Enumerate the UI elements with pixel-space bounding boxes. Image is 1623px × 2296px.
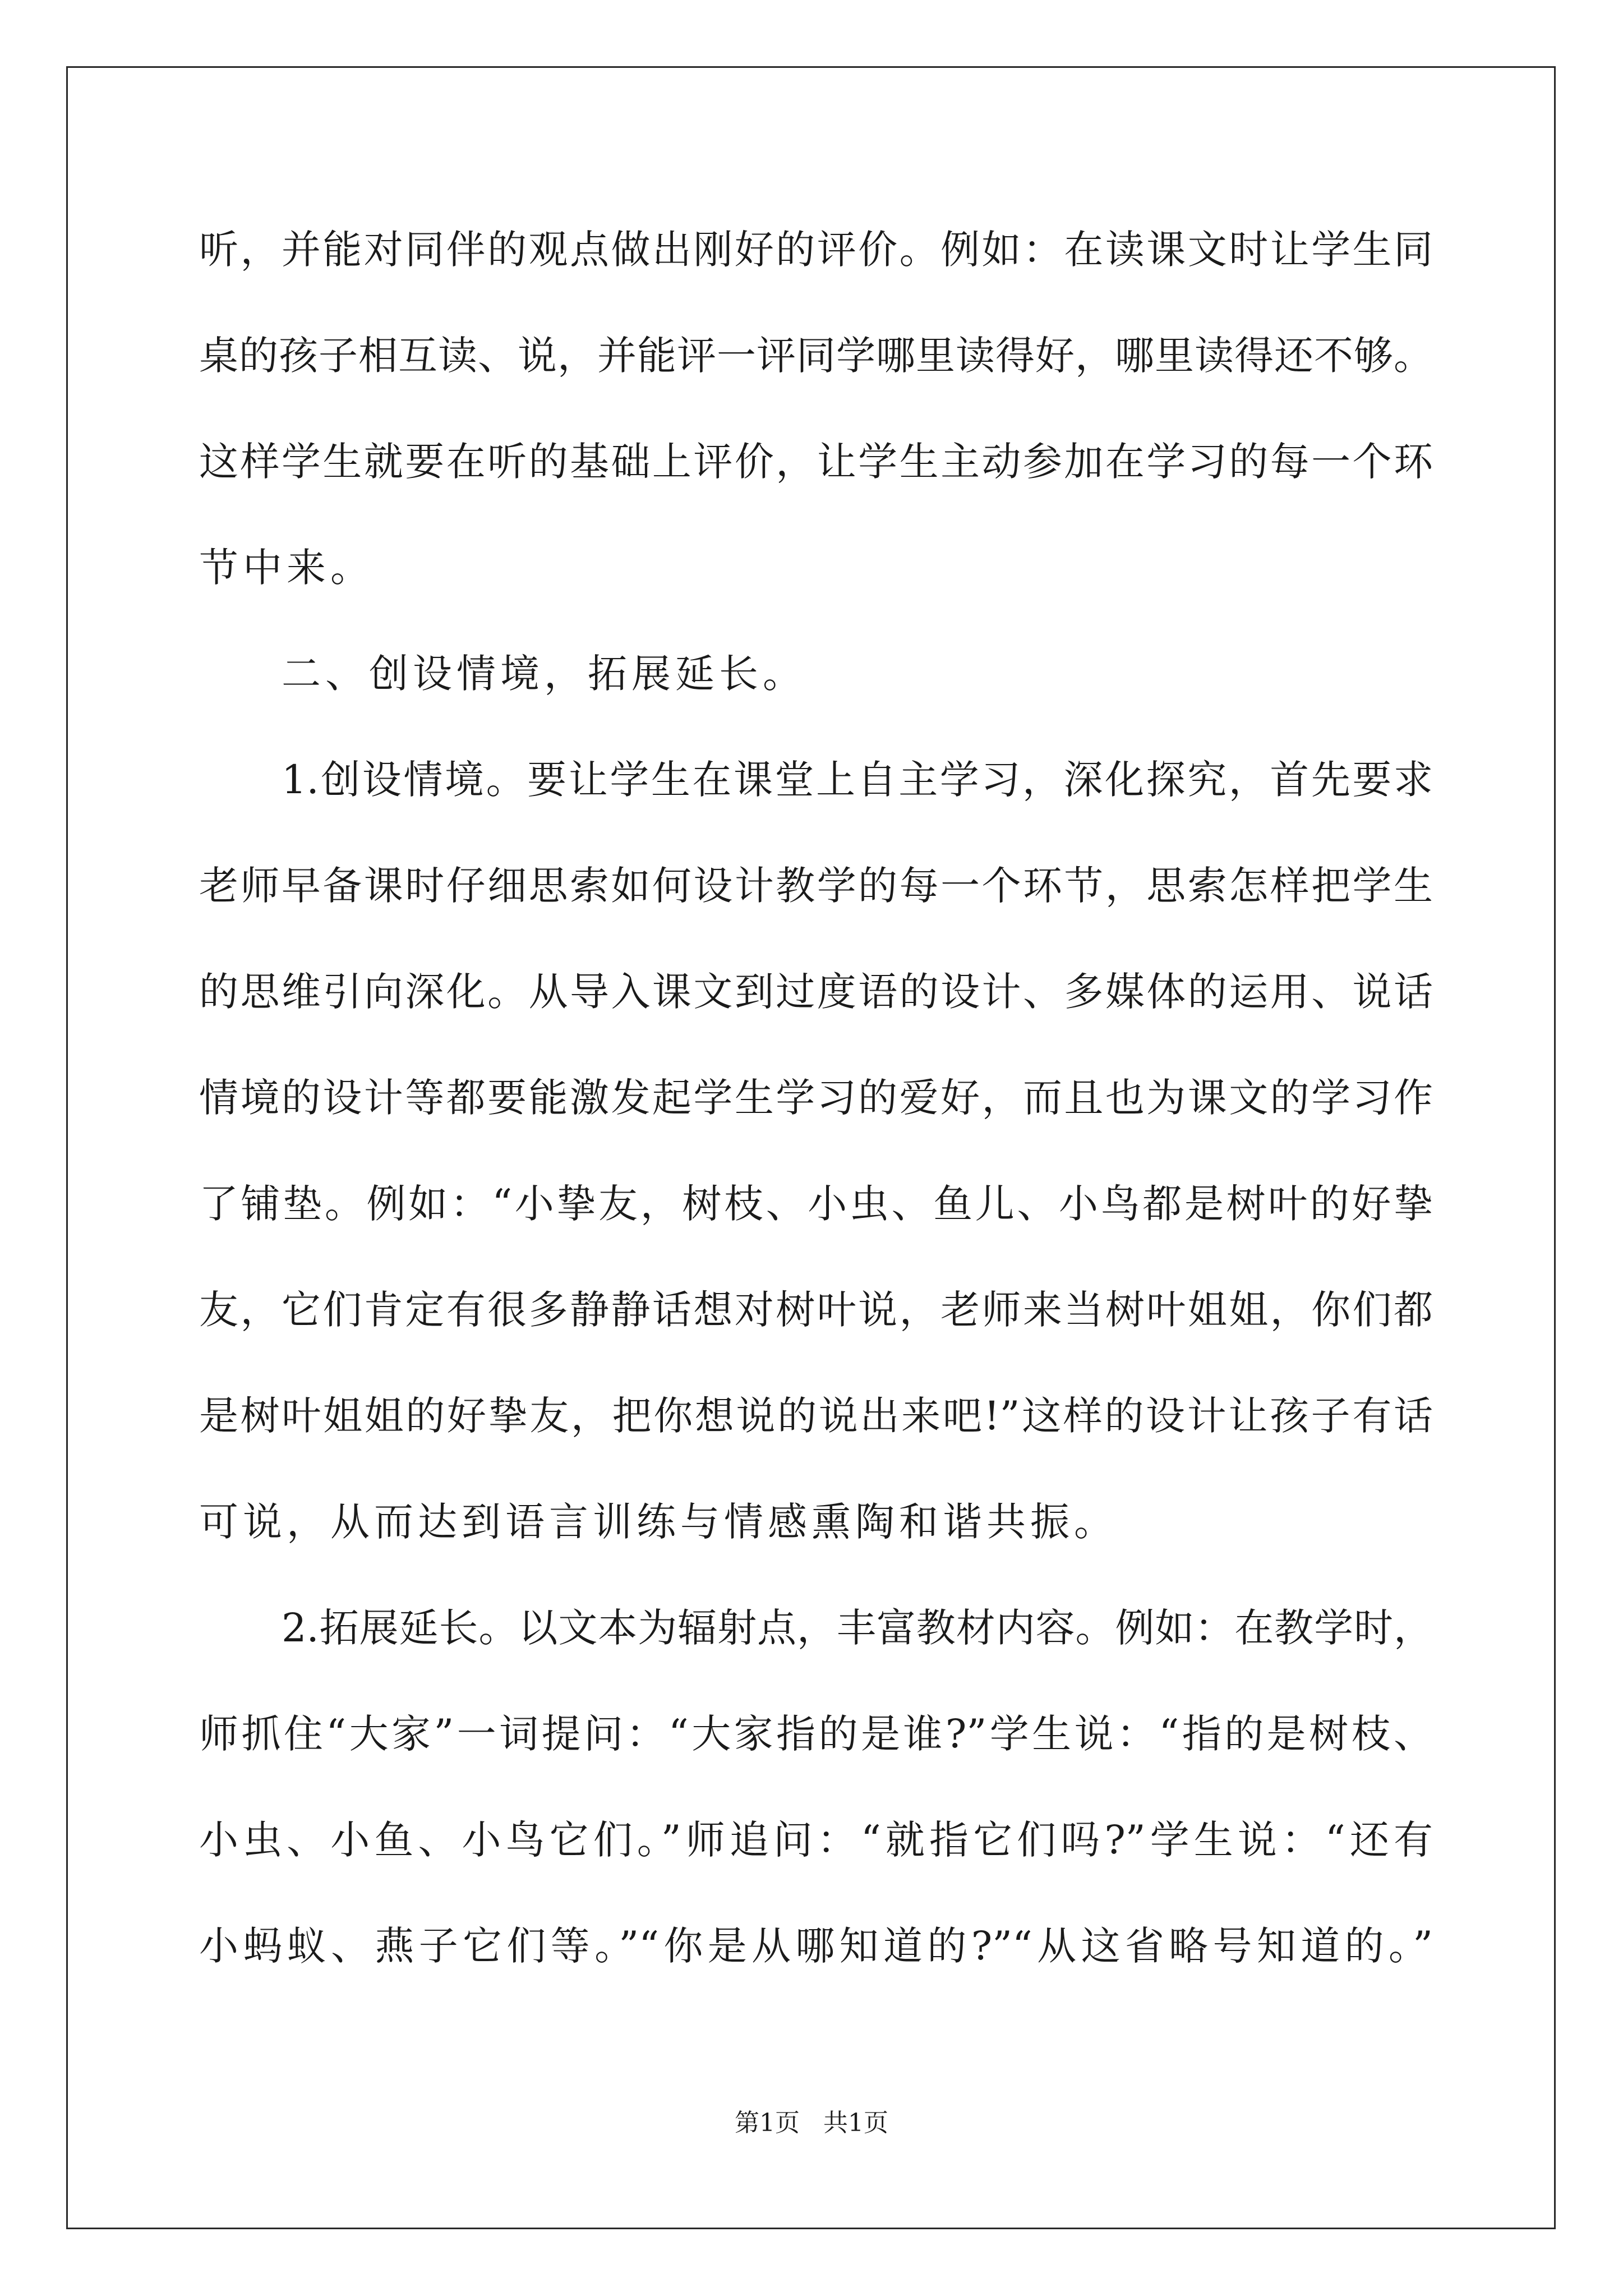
text-line: 友，它们肯定有很多静静话想对树叶说，老师来当树叶姐姐，你们都 [199, 1287, 1433, 1333]
text-line: 小虫、小鱼、小鸟它们。”师追问：“就指它们吗?”学生说：“还有 [199, 1817, 1433, 1863]
text-line: 听，并能对同伴的观点做出刚好的评价。例如：在读课文时让学生同 [199, 227, 1433, 273]
text-line: 小蚂蚁、燕子它们等。”“你是从哪知道的?”“从这省略号知道的。” [199, 1923, 1433, 1969]
page-total: 共1页 [823, 2109, 888, 2137]
text-line: 师抓住“大家”一词提问：“大家指的是谁?”学生说：“指的是树枝、 [199, 1711, 1433, 1757]
text-line: 可说，从而达到语言训练与情感熏陶和谐共振。 [199, 1499, 1118, 1545]
document-body [199, 219, 1433, 2021]
text-line: 2.拓展延长。以文本为辐射点，丰富教材内容。例如：在教学时， [282, 1605, 1433, 1651]
page-number: 第1页 [735, 2109, 800, 2137]
text-line: 桌的孩子相互读、说，并能评一评同学哪里读得好，哪里读得还不够。 [199, 333, 1433, 379]
text-line: 了铺垫。例如：“小挚友，树枝、小虫、鱼儿、小鸟都是树叶的好挚 [199, 1181, 1433, 1227]
page-footer [0, 2106, 1623, 2140]
text-line: 的思维引向深化。从导入课文到过度语的设计、多媒体的运用、说话 [199, 969, 1433, 1015]
section-heading: 二、创设情境，拓展延长。 [282, 651, 806, 697]
text-line: 情境的设计等都要能激发起学生学习的爱好，而且也为课文的学习作 [199, 1075, 1433, 1121]
text-line: 是树叶姐姐的好挚友，把你想说的说出来吧!”这样的设计让孩子有话 [199, 1393, 1433, 1439]
text-line: 这样学生就要在听的基础上评价，让学生主动参加在学习的每一个环 [199, 439, 1433, 485]
text-line: 节中来。 [199, 545, 374, 591]
text-line: 老师早备课时仔细思索如何设计教学的每一个环节，思索怎样把学生 [199, 863, 1433, 909]
text-line: 1.创设情境。要让学生在课堂上自主学习，深化探究，首先要求 [282, 757, 1433, 803]
